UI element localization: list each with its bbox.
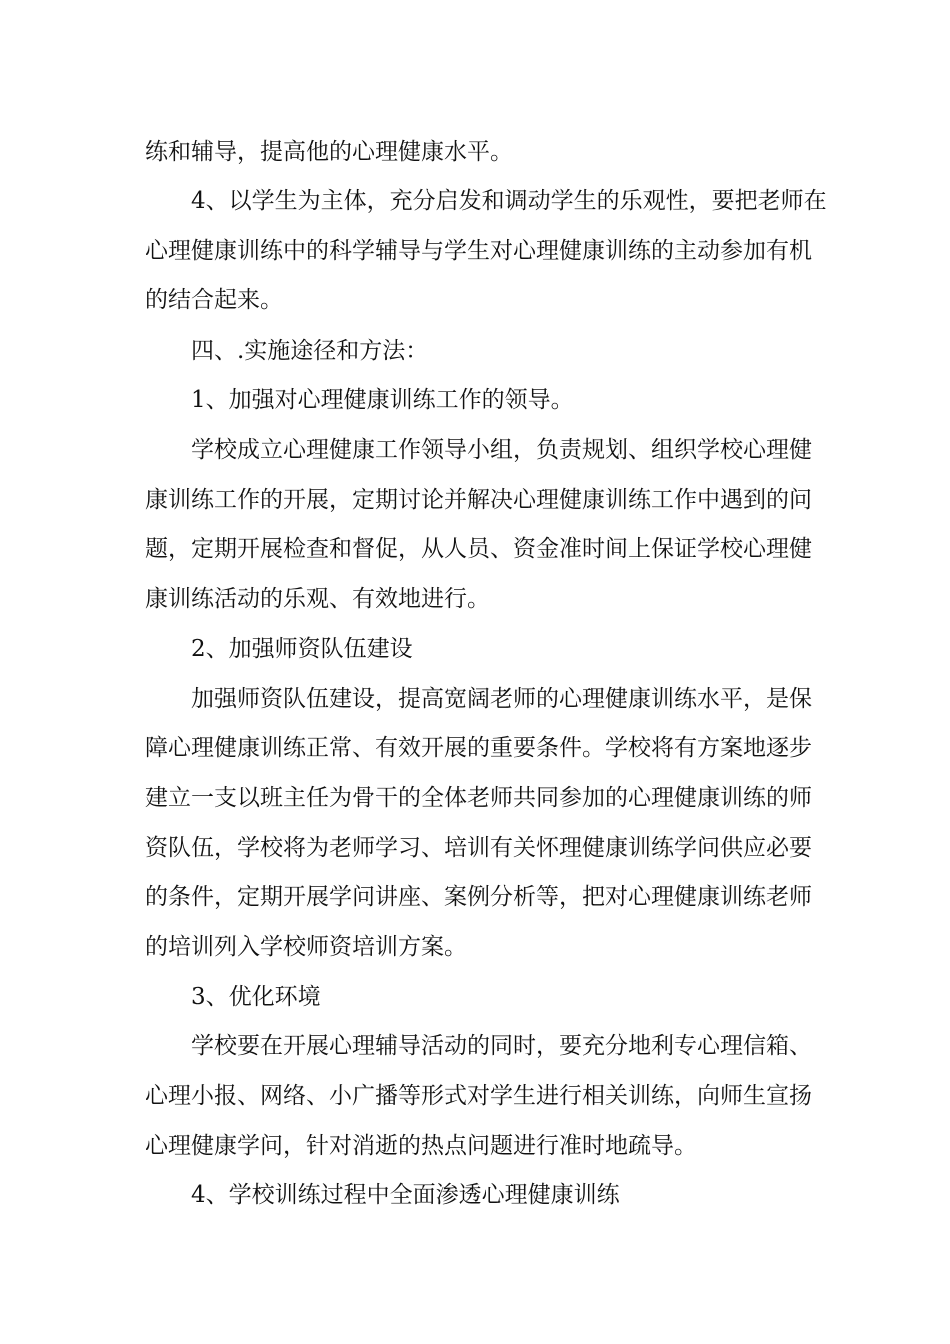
- paragraph-line: 的培训列入学校师资培训方案。: [145, 934, 467, 960]
- paragraph-line: 题，定期开展检查和督促，从人员、资金准时间上保证学校心理健: [145, 536, 812, 562]
- paragraph-line: 的结合起来。: [145, 287, 283, 313]
- section-heading: 四、.实施途径和方法：: [191, 338, 429, 364]
- paragraph-line: 4、以学生为主体，充分启发和调动学生的乐观性，要把老师在: [191, 188, 827, 214]
- paragraph-line: 学校成立心理健康工作领导小组，负责规划、组织学校心理健: [191, 437, 812, 463]
- paragraph-line: 心理健康学问，针对消逝的热点问题进行准时地疏导。: [145, 1133, 697, 1159]
- paragraph-line: 障心理健康训练正常、有效开展的重要条件。学校将有方案地逐步: [145, 735, 812, 761]
- paragraph-line: 学校要在开展心理辅导活动的同时，要充分地利专心理信箱、: [191, 1033, 812, 1059]
- subsection-heading: 3、优化环境: [191, 984, 321, 1010]
- paragraph-line: 心理小报、网络、小广播等形式对学生进行相关训练，向师生宣扬: [145, 1083, 812, 1109]
- paragraph-line: 练和辅导，提高他的心理健康水平。: [145, 139, 513, 165]
- paragraph-line: 资队伍，学校将为老师学习、培训有关怀理健康训练学问供应必要: [145, 835, 812, 861]
- paragraph-line: 的条件，定期开展学问讲座、案例分析等，把对心理健康训练老师: [145, 884, 812, 910]
- paragraph-line: 康训练活动的乐观、有效地进行。: [145, 586, 490, 612]
- paragraph-line: 康训练工作的开展，定期讨论并解决心理健康训练工作中遇到的问: [145, 487, 812, 513]
- paragraph-line: 心理健康训练中的科学辅导与学生对心理健康训练的主动参加有机: [145, 238, 812, 264]
- subsection-heading: 2、加强师资队伍建设: [191, 636, 413, 662]
- subsection-heading: 1、加强对心理健康训练工作的领导。: [191, 387, 574, 413]
- paragraph-line: 加强师资队伍建设，提高宽阔老师的心理健康训练水平，是保: [191, 686, 812, 712]
- paragraph-line: 建立一支以班主任为骨干的全体老师共同参加的心理健康训练的师: [145, 785, 812, 811]
- subsection-heading: 4、学校训练过程中全面渗透心理健康训练: [191, 1182, 620, 1208]
